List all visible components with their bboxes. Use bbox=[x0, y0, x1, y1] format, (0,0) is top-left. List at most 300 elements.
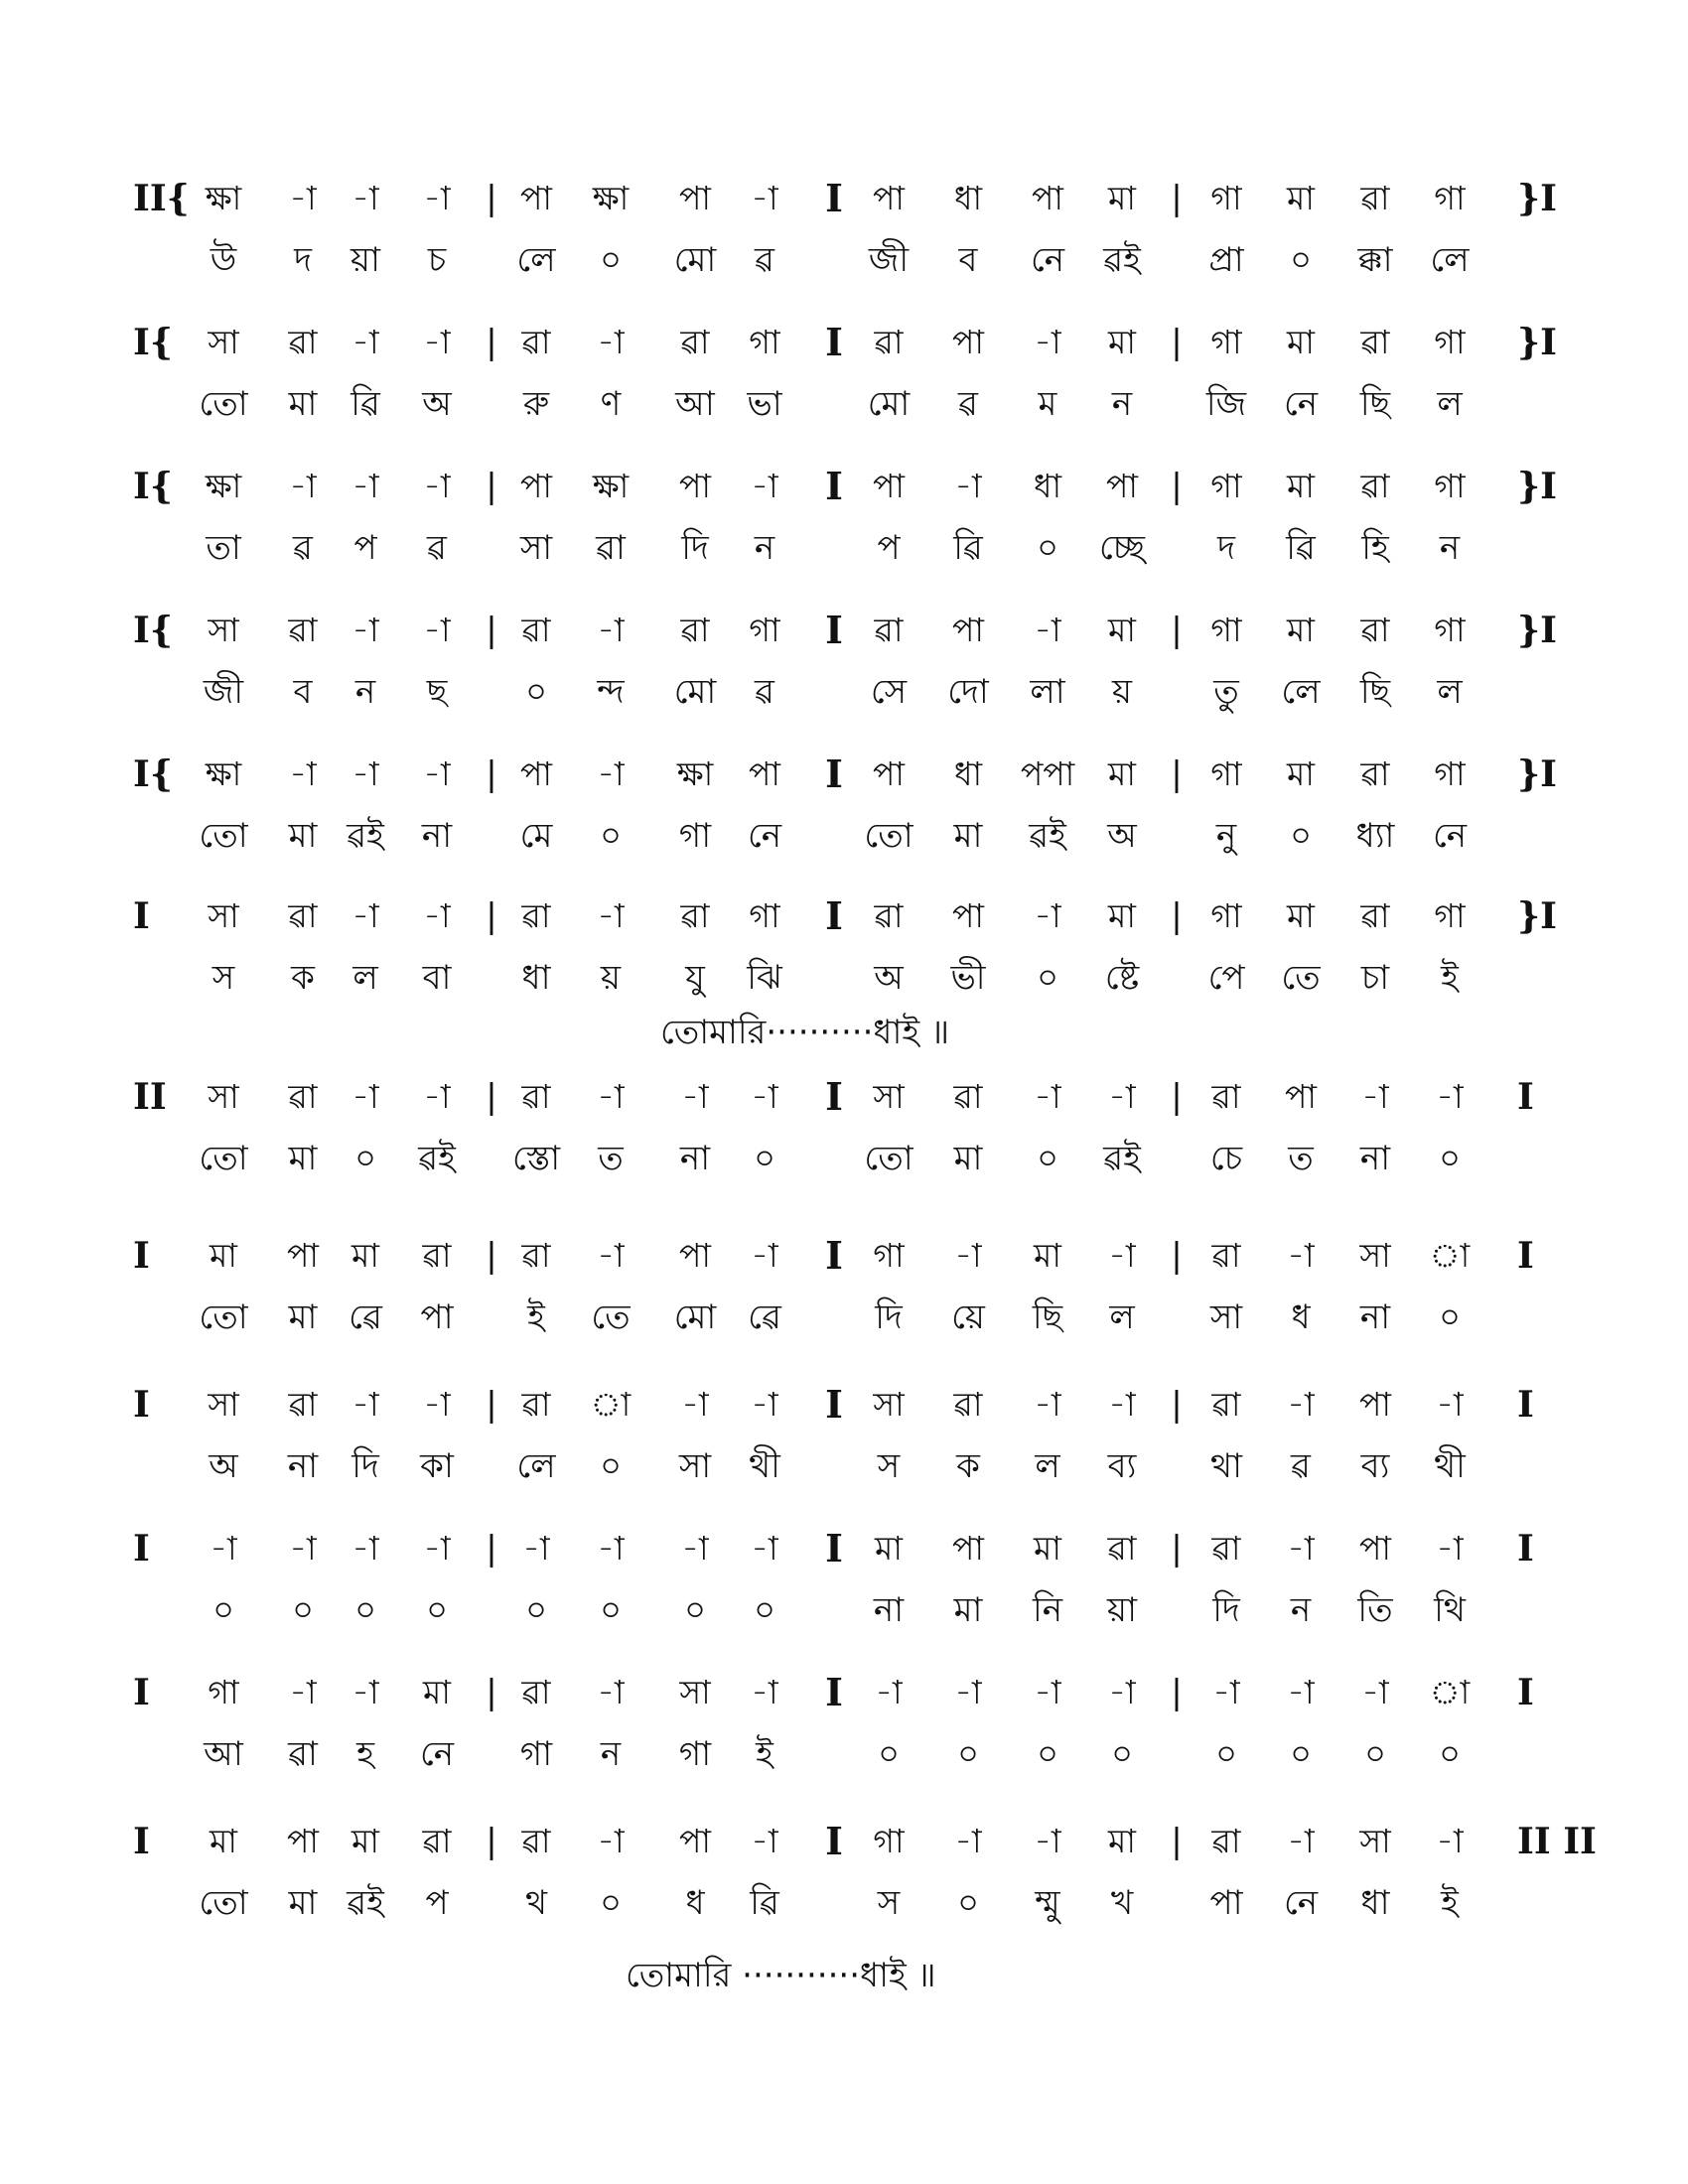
lyric-syllable: না bbox=[679, 1139, 711, 1178]
swara-cell: -া bbox=[1034, 1385, 1061, 1424]
swara-cell: -া bbox=[352, 611, 379, 649]
start-marker: I{ bbox=[133, 753, 173, 795]
end-marker: II II bbox=[1517, 1821, 1597, 1862]
swara-cell: -া bbox=[1108, 1385, 1136, 1424]
lyric-syllable: না bbox=[287, 1446, 319, 1486]
lyric-syllable: তি bbox=[1357, 1590, 1393, 1630]
lyric-syllable: ধা bbox=[521, 958, 551, 998]
bar-line: I bbox=[825, 1526, 843, 1570]
bar-line: I bbox=[825, 320, 843, 364]
lyric-syllable: পে bbox=[1207, 958, 1245, 998]
lyric-syllable: ধা bbox=[1360, 1883, 1390, 1923]
swara-cell: পা bbox=[952, 896, 984, 935]
lyric-syllable: সা bbox=[1209, 1297, 1243, 1337]
swara-cell: মা bbox=[1287, 754, 1315, 793]
swara-cell: -া bbox=[352, 1673, 379, 1711]
swara-cell: মা bbox=[1034, 1529, 1061, 1568]
lyric-syllable: তো bbox=[199, 1297, 248, 1337]
notation-row bbox=[0, 745, 1688, 804]
lyric-syllable: ০ bbox=[1289, 816, 1313, 856]
swara-cell: পা bbox=[520, 467, 552, 505]
swara-cell: মা bbox=[1108, 754, 1136, 793]
swara-cell: -া bbox=[352, 1529, 379, 1568]
swara-cell: -া bbox=[597, 1236, 625, 1275]
lyric-syllable: ৱই bbox=[347, 1883, 384, 1923]
swara-cell: গা bbox=[208, 1673, 239, 1711]
swara-cell: -া bbox=[954, 1822, 982, 1860]
swara-cell: -া bbox=[751, 467, 778, 505]
lyric-syllable: ০ bbox=[524, 1590, 548, 1630]
swara-cell: ৱা bbox=[680, 323, 710, 361]
swara-cell: -া bbox=[751, 179, 778, 217]
lyric-syllable: লে bbox=[1281, 672, 1321, 712]
swara-cell: মা bbox=[1287, 323, 1315, 361]
bar-line: | bbox=[1171, 1673, 1183, 1712]
lyric-syllable: না bbox=[1359, 1139, 1391, 1178]
lyric-syllable: ৱি bbox=[1286, 528, 1316, 568]
swara-cell: সা bbox=[873, 1077, 905, 1116]
lyric-syllable: ৱে bbox=[349, 1297, 382, 1337]
start-marker: I{ bbox=[133, 610, 173, 651]
swara-cell: -া bbox=[1287, 1236, 1315, 1275]
swara-cell: -া bbox=[1361, 1077, 1389, 1116]
swara-cell: মা bbox=[352, 1236, 379, 1275]
lyric-syllable: ম bbox=[1038, 384, 1057, 424]
lyric-syllable: ৱ bbox=[755, 672, 774, 712]
lyric-syllable: ই bbox=[1441, 958, 1459, 998]
lyric-syllable: ষ্টে bbox=[1104, 958, 1140, 998]
notation-row bbox=[0, 887, 1688, 946]
lyric-syllable: লে bbox=[516, 1446, 556, 1486]
notation-row bbox=[0, 1812, 1688, 1871]
lyric-syllable: মো bbox=[673, 1297, 717, 1337]
end-marker: }I bbox=[1517, 466, 1557, 507]
swara-cell: গা bbox=[1434, 323, 1466, 361]
swara-cell: সা bbox=[1359, 1236, 1391, 1275]
lyric-syllable: তো bbox=[864, 816, 914, 856]
swara-cell: সা bbox=[208, 611, 239, 649]
swara-cell: -া bbox=[423, 179, 451, 217]
lyric-syllable: মো bbox=[673, 672, 717, 712]
lyric-syllable: স bbox=[211, 958, 235, 998]
swara-cell: -া bbox=[954, 1673, 982, 1711]
lyric-syllable: ভা bbox=[747, 384, 782, 424]
bar-line: | bbox=[1171, 467, 1183, 506]
lyric-syllable: ৱ bbox=[293, 528, 313, 568]
lyric-syllable: ন bbox=[1439, 528, 1461, 568]
end-marker: I bbox=[1517, 1528, 1534, 1570]
swara-cell: ক্ষা bbox=[592, 467, 630, 505]
end-marker: }I bbox=[1517, 610, 1557, 651]
swara-cell: -া bbox=[1034, 1077, 1061, 1116]
swara-cell: সা bbox=[873, 1385, 905, 1424]
lyric-syllable: বা bbox=[422, 958, 452, 998]
lyric-syllable: মা bbox=[288, 1139, 318, 1178]
swara-cell: -া bbox=[597, 1673, 625, 1711]
lyric-syllable: ৱা bbox=[288, 1734, 318, 1774]
swara-cell: ধা bbox=[953, 754, 983, 793]
swara-cell: -া bbox=[352, 323, 379, 361]
swara-cell: -া bbox=[1108, 1077, 1136, 1116]
lyric-syllable: মো bbox=[867, 384, 911, 424]
lyric-syllable: চ bbox=[427, 240, 447, 280]
lyric-syllable: ০ bbox=[1363, 1734, 1387, 1774]
lyric-syllable: ০ bbox=[599, 1883, 623, 1923]
lyric-syllable: ল bbox=[1437, 672, 1463, 712]
lyric-syllable: ল bbox=[1109, 1297, 1135, 1337]
swara-cell: -া bbox=[1034, 611, 1061, 649]
lyric-syllable: ০ bbox=[599, 1446, 623, 1486]
lyric-syllable: চা bbox=[1360, 958, 1390, 998]
end-marker: }I bbox=[1517, 753, 1557, 795]
start-marker: I bbox=[133, 1528, 150, 1570]
lyric-row bbox=[0, 806, 1688, 866]
swara-cell: মা bbox=[423, 1673, 451, 1711]
swara-cell: পা bbox=[520, 754, 552, 793]
swara-cell: ৱা bbox=[874, 896, 904, 935]
lyric-syllable: গা bbox=[519, 1734, 553, 1774]
lyric-syllable: ০ bbox=[291, 1590, 315, 1630]
bar-line: I bbox=[825, 1074, 843, 1119]
lyric-syllable: ০ bbox=[956, 1734, 980, 1774]
swara-cell: ৱা bbox=[422, 1822, 452, 1860]
lyric-syllable: ই bbox=[527, 1297, 545, 1337]
swara-cell: -া bbox=[597, 1077, 625, 1116]
lyric-syllable: ব্য bbox=[1360, 1446, 1390, 1486]
swara-cell: -া bbox=[751, 1236, 778, 1275]
swara-cell: -া bbox=[751, 1529, 778, 1568]
swara-cell: গা bbox=[1210, 754, 1242, 793]
notation-row bbox=[0, 1375, 1688, 1434]
lyric-syllable: ম্মু bbox=[1035, 1883, 1060, 1923]
lyric-syllable: মা bbox=[953, 1590, 983, 1630]
bar-line: I bbox=[825, 1670, 843, 1714]
swara-cell: মা bbox=[1034, 1236, 1061, 1275]
lyric-syllable: ৱই bbox=[1029, 816, 1066, 856]
bar-line: | bbox=[486, 1236, 497, 1276]
start-marker: I bbox=[133, 1235, 150, 1277]
swara-cell: ৱা bbox=[953, 1077, 983, 1116]
swara-cell: পা bbox=[679, 1822, 711, 1860]
bar-line: | bbox=[486, 1385, 497, 1425]
swara-cell: মা bbox=[1287, 179, 1315, 217]
lyric-syllable: ৱ bbox=[755, 240, 774, 280]
lyric-syllable: গা bbox=[678, 816, 712, 856]
swara-cell: ৱা bbox=[874, 323, 904, 361]
lyric-syllable: মা bbox=[953, 1139, 983, 1178]
lyric-syllable: য়া bbox=[1107, 1590, 1137, 1630]
lyric-row bbox=[0, 374, 1688, 434]
lyric-syllable: ত bbox=[1288, 1139, 1314, 1178]
bar-line: | bbox=[486, 611, 497, 650]
swara-cell: -া bbox=[1361, 1673, 1389, 1711]
swara-cell: মা bbox=[210, 1236, 237, 1275]
lyric-syllable: গা bbox=[678, 1734, 712, 1774]
lyric-syllable: পা bbox=[1209, 1883, 1243, 1923]
lyric-syllable: খ bbox=[1110, 1883, 1134, 1923]
end-marker: I bbox=[1517, 1384, 1534, 1426]
bar-line: | bbox=[486, 1077, 497, 1117]
start-marker: I{ bbox=[133, 466, 173, 507]
lyric-syllable: সা bbox=[678, 1446, 712, 1486]
bar-line: | bbox=[486, 467, 497, 506]
swara-cell: ক্ষা bbox=[676, 754, 714, 793]
lyric-syllable: ল bbox=[1437, 384, 1463, 424]
swara-cell: পা bbox=[287, 1822, 319, 1860]
lyric-syllable: উ bbox=[210, 240, 237, 280]
lyric-syllable: নে bbox=[1283, 384, 1319, 424]
lyric-syllable: ০ bbox=[599, 1590, 623, 1630]
lyric-syllable: ক bbox=[291, 958, 315, 998]
swara-cell: ৱা bbox=[680, 611, 710, 649]
lyric-syllable: ৱই bbox=[347, 816, 384, 856]
swara-cell: -া bbox=[1034, 323, 1061, 361]
bar-line: | bbox=[486, 323, 497, 362]
lyric-syllable: হ bbox=[356, 1734, 374, 1774]
refrain-line: তোমারি ···········ধাই ॥ bbox=[626, 1956, 936, 1995]
lyric-syllable: চ্ছে bbox=[1099, 528, 1145, 568]
swara-cell: ৱা bbox=[288, 1385, 318, 1424]
swara-cell: -া bbox=[352, 896, 379, 935]
swara-cell: -া bbox=[1287, 1673, 1315, 1711]
lyric-syllable: দো bbox=[947, 672, 989, 712]
notation-row bbox=[0, 169, 1688, 228]
swara-cell: পা bbox=[679, 467, 711, 505]
swara-cell: -া bbox=[681, 1385, 709, 1424]
lyric-syllable: স্তো bbox=[511, 1139, 561, 1178]
lyric-syllable: চে bbox=[1209, 1139, 1243, 1178]
bar-line: | bbox=[1171, 1236, 1183, 1276]
bar-line: | bbox=[1171, 323, 1183, 362]
lyric-syllable: তো bbox=[199, 1139, 248, 1178]
lyric-syllable: ০ bbox=[683, 1590, 707, 1630]
lyric-syllable: নি bbox=[1032, 1590, 1063, 1630]
lyric-syllable: ০ bbox=[524, 672, 548, 712]
notation-row bbox=[0, 457, 1688, 516]
swara-cell: া bbox=[1429, 1236, 1471, 1275]
end-marker: I bbox=[1517, 1672, 1534, 1713]
swara-cell: -া bbox=[423, 896, 451, 935]
swara-cell: পপা bbox=[1020, 754, 1075, 793]
swara-cell: ক্ষা bbox=[205, 754, 242, 793]
notation-row bbox=[0, 313, 1688, 372]
swara-cell: -া bbox=[1108, 1673, 1136, 1711]
lyric-syllable: ত bbox=[598, 1139, 624, 1178]
swara-cell: ৱা bbox=[288, 323, 318, 361]
lyric-syllable: নে bbox=[419, 1734, 455, 1774]
swara-cell: সা bbox=[208, 323, 239, 361]
lyric-syllable: পা bbox=[420, 1297, 454, 1337]
swara-cell: ধা bbox=[1033, 467, 1062, 505]
swara-cell: ৱা bbox=[1211, 1236, 1241, 1275]
lyric-syllable: অ bbox=[422, 384, 452, 424]
swara-cell: -া bbox=[597, 1822, 625, 1860]
bar-line: | bbox=[486, 1822, 497, 1861]
swara-cell: -া bbox=[522, 1529, 550, 1568]
swara-cell: গা bbox=[1434, 179, 1466, 217]
swara-cell: পা bbox=[1106, 467, 1138, 505]
lyric-syllable: মা bbox=[953, 816, 983, 856]
swara-cell: -া bbox=[954, 1236, 982, 1275]
lyric-syllable: ০ bbox=[956, 1883, 980, 1923]
notation-row bbox=[0, 1067, 1688, 1127]
lyric-syllable: আ bbox=[675, 384, 715, 424]
bar-line: | bbox=[486, 754, 497, 794]
notation-row bbox=[0, 601, 1688, 660]
lyric-syllable: য়ে bbox=[951, 1297, 985, 1337]
lyric-syllable: ন্দ bbox=[597, 672, 625, 712]
swara-cell: গা bbox=[749, 896, 780, 935]
lyric-syllable: প bbox=[353, 528, 377, 568]
swara-cell: মা bbox=[875, 1529, 903, 1568]
lyric-row bbox=[0, 1873, 1688, 1933]
lyric-syllable: ল bbox=[1035, 1446, 1060, 1486]
start-marker: I bbox=[133, 1821, 150, 1862]
lyric-syllable: দি bbox=[875, 1297, 903, 1337]
swara-cell: ৱা bbox=[1211, 1529, 1241, 1568]
lyric-row bbox=[0, 662, 1688, 722]
swara-cell: -া bbox=[1436, 1077, 1464, 1116]
swara-cell: -া bbox=[352, 1385, 379, 1424]
lyric-syllable: ক bbox=[956, 1446, 980, 1486]
swara-cell: পা bbox=[1359, 1529, 1391, 1568]
swara-cell: গা bbox=[1210, 467, 1242, 505]
swara-cell: -া bbox=[423, 1385, 451, 1424]
swara-cell: -া bbox=[875, 1673, 903, 1711]
swara-cell: -া bbox=[751, 1822, 778, 1860]
lyric-syllable: নু bbox=[1215, 816, 1237, 856]
lyric-syllable: য়া bbox=[351, 240, 380, 280]
lyric-syllable: ন bbox=[1290, 1590, 1312, 1630]
swara-cell: ৱা bbox=[422, 1236, 452, 1275]
swara-cell: মা bbox=[1108, 323, 1136, 361]
lyric-syllable: ৱি bbox=[953, 528, 983, 568]
lyric-syllable: মো bbox=[673, 240, 717, 280]
lyric-row bbox=[0, 1288, 1688, 1347]
swara-cell: -া bbox=[352, 467, 379, 505]
swara-cell: পা bbox=[873, 754, 905, 793]
lyric-syllable: ৱা bbox=[596, 528, 626, 568]
swara-cell: -া bbox=[289, 1529, 317, 1568]
swara-cell: ৱা bbox=[953, 1385, 983, 1424]
swara-cell: ৱা bbox=[1360, 896, 1390, 935]
lyric-syllable: ০ bbox=[1036, 1139, 1059, 1178]
lyric-syllable: রু bbox=[522, 384, 550, 424]
lyric-syllable: না bbox=[421, 816, 453, 856]
lyric-syllable: মে bbox=[519, 816, 553, 856]
bar-line: I bbox=[825, 608, 843, 652]
swara-cell: গা bbox=[1434, 611, 1466, 649]
swara-cell: ৱা bbox=[1107, 1529, 1137, 1568]
lyric-syllable: ০ bbox=[753, 1590, 776, 1630]
lyric-syllable: ৱ bbox=[958, 384, 978, 424]
swara-cell: -া bbox=[1108, 1236, 1136, 1275]
swara-cell: মা bbox=[210, 1822, 237, 1860]
swara-cell: গা bbox=[1434, 754, 1466, 793]
bar-line: | bbox=[1171, 1822, 1183, 1861]
swara-cell: মা bbox=[1108, 896, 1136, 935]
refrain-line: তোমারি··········ধাই ॥ bbox=[660, 1013, 950, 1052]
lyric-syllable: ল bbox=[352, 958, 378, 998]
lyric-syllable: ব bbox=[958, 240, 978, 280]
swara-cell: -া bbox=[597, 754, 625, 793]
swara-cell: -া bbox=[1034, 1673, 1061, 1711]
lyric-syllable: ০ bbox=[1289, 1734, 1313, 1774]
swara-cell: ৱা bbox=[1360, 323, 1390, 361]
swara-cell: -া bbox=[1436, 1385, 1464, 1424]
swara-cell: গা bbox=[1210, 323, 1242, 361]
swara-cell: ক্ষা bbox=[592, 179, 630, 217]
lyric-syllable: জী bbox=[203, 672, 244, 712]
lyric-syllable: নে bbox=[1030, 240, 1065, 280]
swara-cell: -া bbox=[423, 467, 451, 505]
swara-cell: ৱা bbox=[521, 323, 551, 361]
swara-cell: সা bbox=[208, 1077, 239, 1116]
swara-cell: গা bbox=[1434, 467, 1466, 505]
bar-line: I bbox=[825, 1382, 843, 1427]
lyric-syllable: ০ bbox=[753, 1139, 776, 1178]
lyric-syllable: ০ bbox=[353, 1139, 377, 1178]
swara-cell: সা bbox=[208, 896, 239, 935]
swara-cell: পা bbox=[952, 1529, 984, 1568]
start-marker: I{ bbox=[133, 322, 173, 363]
swara-cell: -া bbox=[597, 611, 625, 649]
lyric-syllable: ছ bbox=[426, 672, 448, 712]
lyric-row bbox=[0, 1724, 1688, 1784]
swara-cell: গা bbox=[1434, 896, 1466, 935]
lyric-syllable: ব্য bbox=[1107, 1446, 1137, 1486]
swara-cell: -া bbox=[681, 1529, 709, 1568]
lyric-syllable: তা bbox=[206, 528, 241, 568]
swara-cell: ৱা bbox=[1211, 1077, 1241, 1116]
end-marker: I bbox=[1517, 1076, 1534, 1118]
bar-line: | bbox=[1171, 179, 1183, 218]
lyric-syllable: ন bbox=[1111, 384, 1133, 424]
swara-cell: ৱা bbox=[1360, 179, 1390, 217]
lyric-syllable: সা bbox=[519, 528, 553, 568]
lyric-syllable: প bbox=[425, 1883, 449, 1923]
lyric-syllable: ৱ bbox=[1291, 1446, 1311, 1486]
lyric-syllable: ৱে bbox=[748, 1297, 781, 1337]
swara-cell: পা bbox=[679, 179, 711, 217]
lyric-syllable: দি bbox=[352, 1446, 379, 1486]
lyric-syllable: ধ bbox=[1291, 1297, 1311, 1337]
lyric-syllable: থী bbox=[1434, 1446, 1466, 1486]
swara-cell: ৱা bbox=[1211, 1385, 1241, 1424]
swara-cell: ৱা bbox=[521, 896, 551, 935]
bar-line: I bbox=[825, 176, 843, 220]
bar-line: I bbox=[825, 464, 843, 508]
swara-cell: ৱা bbox=[521, 1673, 551, 1711]
lyric-syllable: ০ bbox=[1214, 1734, 1238, 1774]
lyric-syllable: ০ bbox=[211, 1590, 235, 1630]
bar-line: I bbox=[825, 1819, 843, 1863]
lyric-syllable: ৱি bbox=[750, 1883, 779, 1923]
bar-line: | bbox=[1171, 1077, 1183, 1117]
swara-cell: মা bbox=[1108, 611, 1136, 649]
swara-cell: -া bbox=[751, 1385, 778, 1424]
swara-cell: মা bbox=[1287, 467, 1315, 505]
notation-row bbox=[0, 1519, 1688, 1578]
swara-cell: ক্ষা bbox=[205, 179, 242, 217]
notation-row bbox=[0, 1663, 1688, 1722]
lyric-syllable: যু bbox=[685, 958, 705, 998]
start-marker: II{ bbox=[133, 178, 190, 219]
swara-cell: -া bbox=[423, 1529, 451, 1568]
swara-cell: -া bbox=[1287, 1529, 1315, 1568]
swara-cell: ৱা bbox=[1211, 1822, 1241, 1860]
lyric-syllable: কা bbox=[420, 1446, 454, 1486]
